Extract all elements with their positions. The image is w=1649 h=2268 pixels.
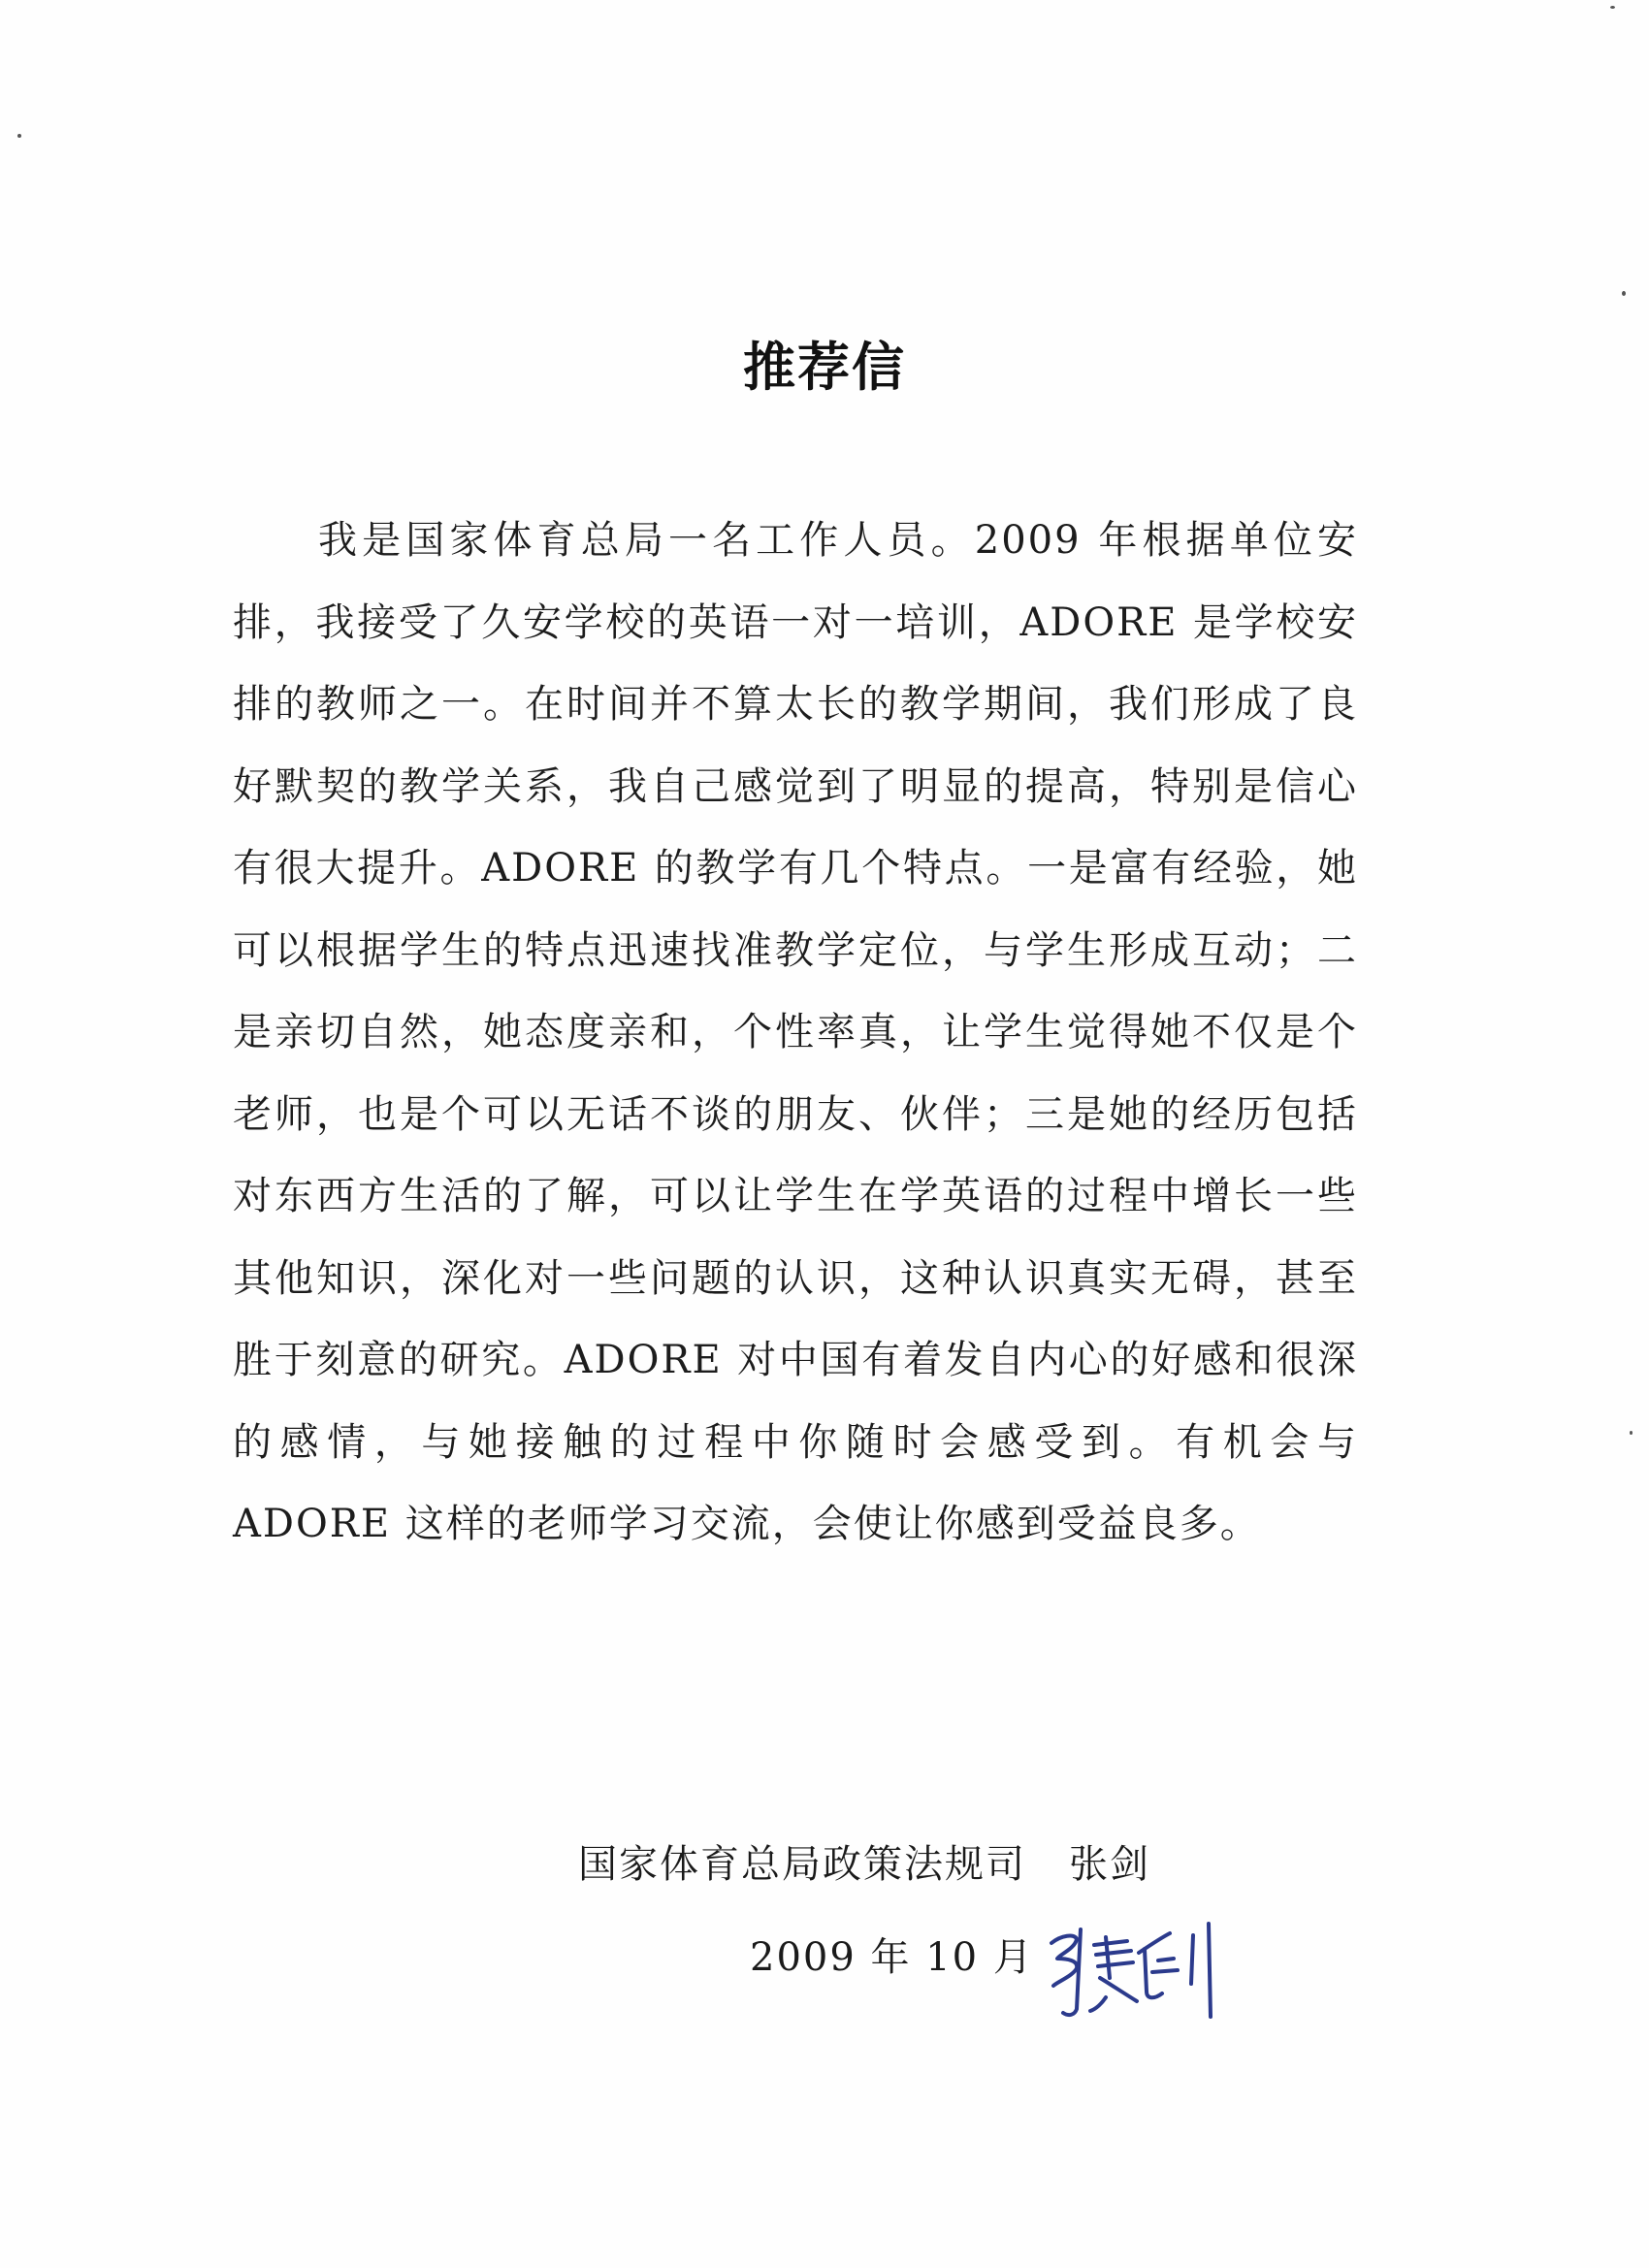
signature-organization: 国家体育总局政策法规司 bbox=[578, 1842, 1026, 1887]
handwritten-signature bbox=[1038, 1916, 1242, 2023]
letter-title: 推荐信 bbox=[743, 337, 906, 398]
signature-date: 2009 年 10 月 bbox=[750, 1935, 1034, 1980]
scan-speck bbox=[1622, 291, 1626, 296]
scan-speck bbox=[1630, 1431, 1633, 1435]
letter-body: 我是国家体育总局一名工作人员。2009 年根据单位安排，我接受了久安学校的英语一对一培训，ADORE 是学校安排的教师之一。在时间并不算太长的教学期间，我们形成了良好默契的教学关系，我自己感觉到了明显的提高，特别是信心有很大提升。ADORE 的教学有几个特点。一是富有经验，她可以根据学生的特点迅速找准教学定位，与学生形成互动；二是亲切自然，她态度亲和，个性率真，让学生觉得她不仅是个老师，也是个可以无话不谈的朋友、伙伴；三是她的经历包括对东西方生活的了解，可以让学生在学英语的过程中增长一些其他知识，深化对一些问题的认识，这种认识真实无碍，甚至胜于刻意的研究。ADORE 对中国有着发自内心的好感和很深的感情，与她接触的过程中你随时会感受到。有机会与 ADORE 这样的老师学习交流，会使让你感到受益良多。 bbox=[233, 518, 1358, 1546]
scan-speck bbox=[17, 134, 21, 138]
scan-speck bbox=[1610, 6, 1615, 9]
signature-name: 张剑 bbox=[1069, 1842, 1150, 1887]
